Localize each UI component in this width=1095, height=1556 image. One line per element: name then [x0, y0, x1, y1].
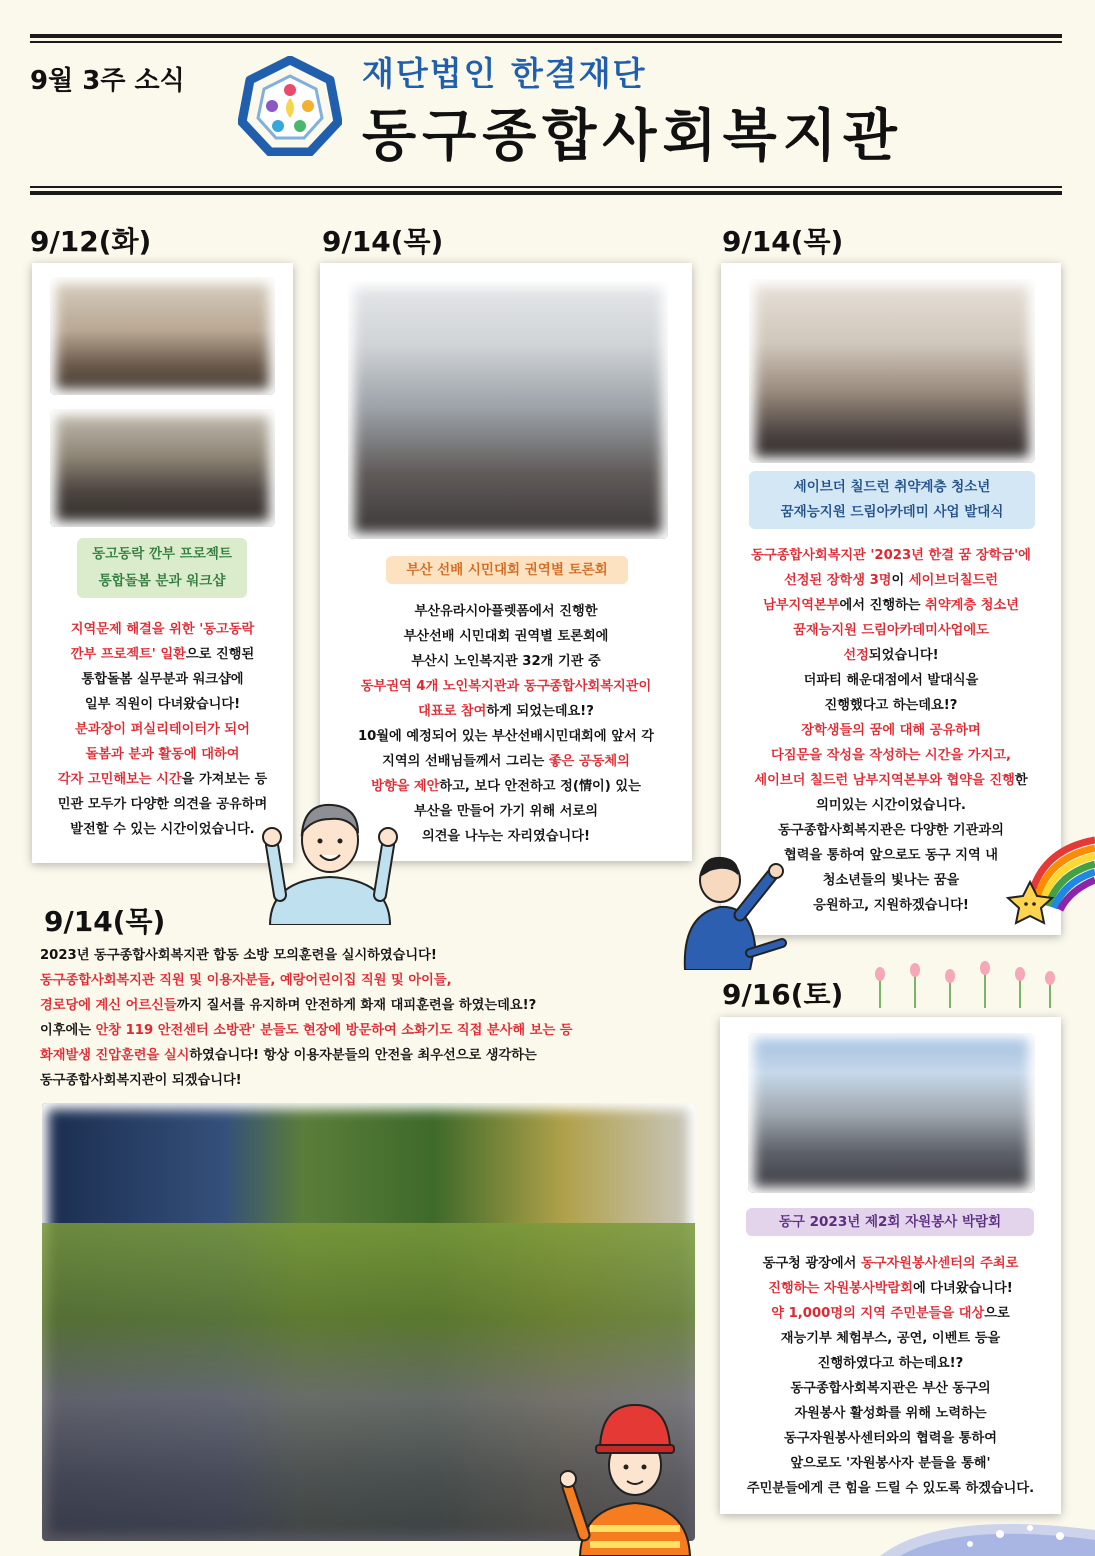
card2 — [320, 263, 692, 861]
forum-photo — [348, 281, 668, 539]
week-label: 9월 3주 소식 — [30, 66, 185, 96]
card1-date: 9/12(화) — [30, 225, 152, 258]
top-rule-thin — [30, 41, 1062, 43]
card2-body: 부산유라시아플렛폼에서 진행한 부산선배 시민대회 권역별 토론회에 부산시 노인복지관 32개 기관 중 동부권역 4개 노인복지관과 동구종합사회복지관이 대표로 참여하게 되었는데요!? 10월에 예정되어 있는 부산선배시민대회에 앞서 각 지역의 선배님들께서 그리는 좋은 공동체의 방향을 제안하고, 보다 안전하고 정(情이) 있는 부산을 만들어 가기 위해 서로의 의견을 나누는 자리였습니다! — [357, 604, 655, 844]
section4-body: 2023년 동구종합사회복지관 합동 소방 모의훈련을 실시하였습니다! 동구종합사회복지관 직원 및 이용자분들, 예랑어린이집 직원 및 아이들, 경로당에 계신 어르신들까지 질서를 유지하며 안전하게 화재 대피훈련을 하였는데요!? 이후에는 안창 119 안전센터 소방관' 분들도 현장에 방문하여 소화기도 직접 분사해 보는 등 화재발생 진압훈련을 실시하였습니다! 항상 이용자분들의 안전을 최우선으로 생각하는 동구종합사회복지관이 되겠습니다! — [40, 948, 573, 1088]
card2-title: 부산 선배 시민대회 권역별 토론회 — [386, 556, 628, 584]
volunteer-fair-photo — [748, 1033, 1035, 1193]
card5 — [720, 1017, 1061, 1514]
tulips-decoration-icon — [860, 960, 1060, 1010]
org-name: 동구종합사회복지관 — [362, 104, 903, 169]
academy-photo — [749, 279, 1035, 463]
card5-body: 동구청 광장에서 동구자원봉사센터의 주최로 진행하는 자원봉사박람회에 다녀왔습니다! 약 1,000명의 지역 주민분들을 대상으로 재능기부 체험부스, 공연, 이벤트 등을 진행하였다고 하는데요!? 동구종합사회복지관은 부산 동구의 자원봉사 활성화를 위해 노력하는 동구자원봉사센터와의 협력을 통하여 앞으로도 '자원봉사자 분들을 통해' 주민분들에게 큰 힘을 드릴 수 있도록 하겠습니다. — [746, 1256, 1035, 1496]
header-rule-thin — [30, 186, 1062, 188]
workshop-photo-1 — [50, 277, 275, 395]
firefighter-illustration — [560, 1395, 710, 1556]
card1-body: 지역문제 해결을 위한 '동고동락 깐부 프로젝트' 일환으로 진행된 통합돌봄 실무분과 워크샵에 일부 직원이 다녀왔습니다! 분과장이 퍼실리테이터가 되어 돌봄과 분과 활동에 대하여 각자 고민해보는 시간을 가져보는 등 민관 모두가 다양한 의견을 공유하며 발전할 수 있는 시간이었습니다. — [57, 622, 268, 837]
section4-date: 9/14(목) — [44, 905, 166, 938]
workshop-photo-2 — [50, 409, 275, 527]
foundation-logo-icon — [238, 56, 342, 156]
card1 — [32, 263, 293, 863]
card3-body: 동구종합사회복지관 '2023년 한결 꿈 장학금'에 선정된 장학생 3명이 세이브더칠드런 남부지역본부에서 진행하는 취약계층 청소년 꿈재능지원 드림아카데미사업에도 선정되었습니다! 더파티 해운대점에서 발대식을 진행했다고 하는데요!? 장학생들의 꿈에 대해 공유하며 다짐문을 작성을 작성하는 시간을 가지고, 세이브더 칠드런 남부지역본부와 협약을 진행한 의미있는 시간이었습니다. 동구종합사회복지관은 다양한 기관과의 협력을 통하여 앞으로도 동구 지역 내 청소년들의 빛나는 꿈을 응원하고, 지원하겠습니다! — [751, 548, 1031, 913]
org-subtitle: 재단법인 한결재단 — [362, 54, 647, 93]
card3-title: 세이브더 칠드런 취약계층 청소년 꿈재능지원 드림아카데미 사업 발대식 — [749, 471, 1035, 529]
cheering-person-illustration — [250, 785, 410, 925]
rainbow-star-icon — [1000, 830, 1095, 930]
top-rule-thick — [30, 34, 1062, 38]
header-rule-thick — [30, 191, 1062, 195]
flower-swirl-decoration-icon — [880, 1500, 1095, 1556]
card2-date: 9/14(목) — [322, 225, 444, 258]
card3-date: 9/14(목) — [722, 225, 844, 258]
card5-title: 동구 2023년 제2회 자원봉사 박람회 — [746, 1208, 1034, 1236]
card1-title: 동고동락 깐부 프로젝트 통합돌봄 분과 워크샵 — [77, 538, 247, 598]
card5-date: 9/16(토) — [722, 978, 844, 1011]
